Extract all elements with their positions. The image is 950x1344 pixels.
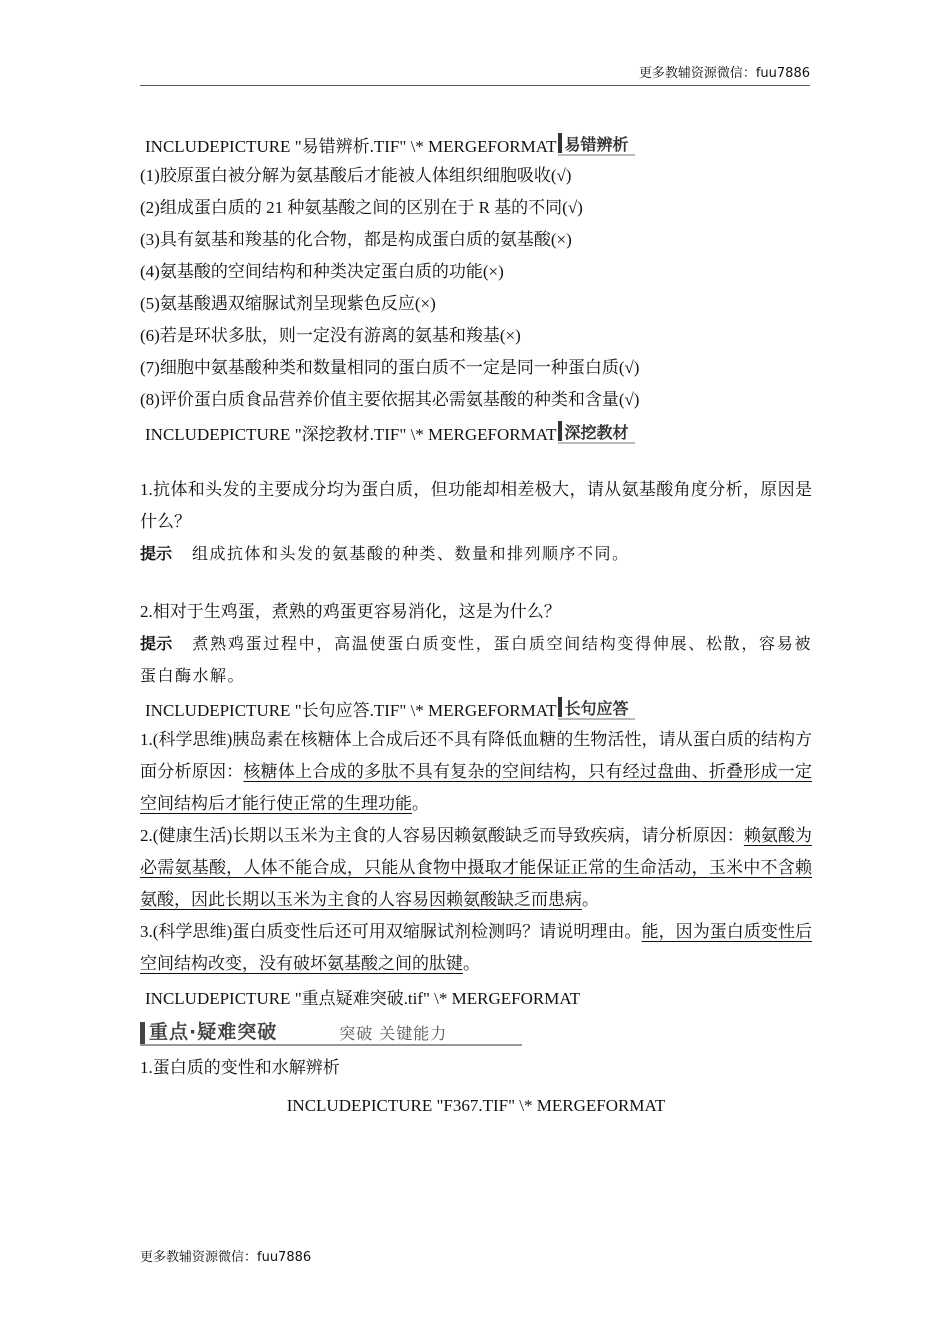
include-field-changju bbox=[140, 692, 812, 724]
spacer bbox=[140, 448, 812, 474]
banner-subtitle: 突破 关键能力 bbox=[339, 1024, 448, 1043]
page-content bbox=[140, 128, 812, 1122]
judgement-item-3: (3)具有氨基和羧基的化合物，都是构成蛋白质的氨基酸(×) bbox=[140, 230, 572, 249]
long-answer-3: 3.(科学思维)蛋白质变性后还可用双缩脲试剂检测吗？请说明理由。能，因为蛋白质变性后空间结构改变，没有破坏氨基酸之间的肽键。 bbox=[140, 922, 813, 973]
spacer bbox=[140, 570, 812, 596]
page-footer: 更多教辅资源微信：fuu7886 bbox=[140, 1250, 312, 1265]
topic-item-1: 1.蛋白质的变性和水解辨析 bbox=[140, 1058, 340, 1077]
judgement-item-2: (2)组成蛋白质的 21 种氨基酸之间的区别在于 R 基的不同(√) bbox=[140, 198, 583, 217]
judgement-item-6: (6)若是环状多肽，则一定没有游离的氨基和羧基(×) bbox=[140, 326, 521, 345]
include-field-figure: INCLUDEPICTURE "F367.TIF" \* MERGEFORMAT bbox=[286, 1096, 666, 1115]
question-2: 2.相对于生鸡蛋，煮熟的鸡蛋更容易消化，这是为什么？ bbox=[140, 602, 561, 621]
long-answer-2: 2.(健康生活)长期以玉米为主食的人容易因赖氨酸缺乏而导致疾病，请分析原因：赖氨酸为必需氨基酸，人体不能合成，只能从食物中摄取才能保证正常的生命活动，玉米中不含赖氨酸，因此长期以玉米为主食的人容易因赖氨酸缺乏而患病。 bbox=[140, 826, 813, 909]
include-text: INCLUDEPICTURE "长句应答.TIF" \* MERGEFORMAT bbox=[145, 700, 557, 720]
section-tag-shenwa: 深挖教材 bbox=[558, 420, 635, 444]
judgement-item-1: (1)胶原蛋白被分解为氨基酸后才能被人体组织细胞吸收(√) bbox=[140, 166, 572, 185]
include-field-shenwa bbox=[140, 416, 812, 448]
banner-bar-icon bbox=[140, 1022, 145, 1044]
judgement-item-4: (4)氨基酸的空间结构和种类决定蛋白质的功能(×) bbox=[140, 262, 504, 281]
tag-bar-icon bbox=[558, 421, 562, 441]
hint-2: 提示 煮熟鸡蛋过程中，高温使蛋白质变性，蛋白质空间结构变得伸展、松散，容易被蛋白酶水解。 bbox=[140, 634, 812, 685]
include-field-zhongdian bbox=[140, 980, 812, 1012]
tag-bar-icon bbox=[558, 697, 562, 717]
include-text: INCLUDEPICTURE "重点疑难突破.tif" \* MERGEFORMAT bbox=[145, 988, 581, 1008]
tag-bar-icon bbox=[558, 133, 562, 153]
judgement-item-5: (5)氨基酸遇双缩脲试剂呈现紫色反应(×) bbox=[140, 294, 436, 313]
include-field-yicuo bbox=[140, 128, 812, 160]
include-text: INCLUDEPICTURE "深挖教材.TIF" \* MERGEFORMAT bbox=[145, 424, 557, 444]
section-tag-changju: 长句应答 bbox=[558, 696, 635, 720]
page-header: 更多教辅资源微信：fuu7886 bbox=[638, 66, 810, 81]
judgement-item-8: (8)评价蛋白质食品营养价值主要依据其必需氨基酸的种类和含量(√) bbox=[140, 390, 640, 409]
include-text: INCLUDEPICTURE "易错辨析.TIF" \* MERGEFORMAT bbox=[145, 136, 557, 156]
long-answer-1: 1.(科学思维)胰岛素在核糖体上合成后还不具有降低血糖的生物活性，请从蛋白质的结构方面分析原因：核糖体上合成的多肽不具有复杂的空间结构，只有经过盘曲、折叠形成一定空间结构后才能行使正常的生理功能。 bbox=[140, 730, 812, 813]
banner-title: 重点·疑难突破 bbox=[149, 1021, 278, 1043]
judgement-item-7: (7)细胞中氨基酸种类和数量相同的蛋白质不一定是同一种蛋白质(√) bbox=[140, 358, 640, 377]
section-banner bbox=[140, 1018, 522, 1046]
question-1: 1.抗体和头发的主要成分均为蛋白质，但功能却相差极大，请从氨基酸角度分析，原因是什么？ bbox=[140, 480, 812, 531]
section-tag-yicuo: 易错辨析 bbox=[558, 132, 635, 156]
header-rule bbox=[140, 85, 810, 86]
hint-1: 提示 组成抗体和头发的氨基酸的种类、数量和排列顺序不同。 bbox=[140, 544, 630, 563]
